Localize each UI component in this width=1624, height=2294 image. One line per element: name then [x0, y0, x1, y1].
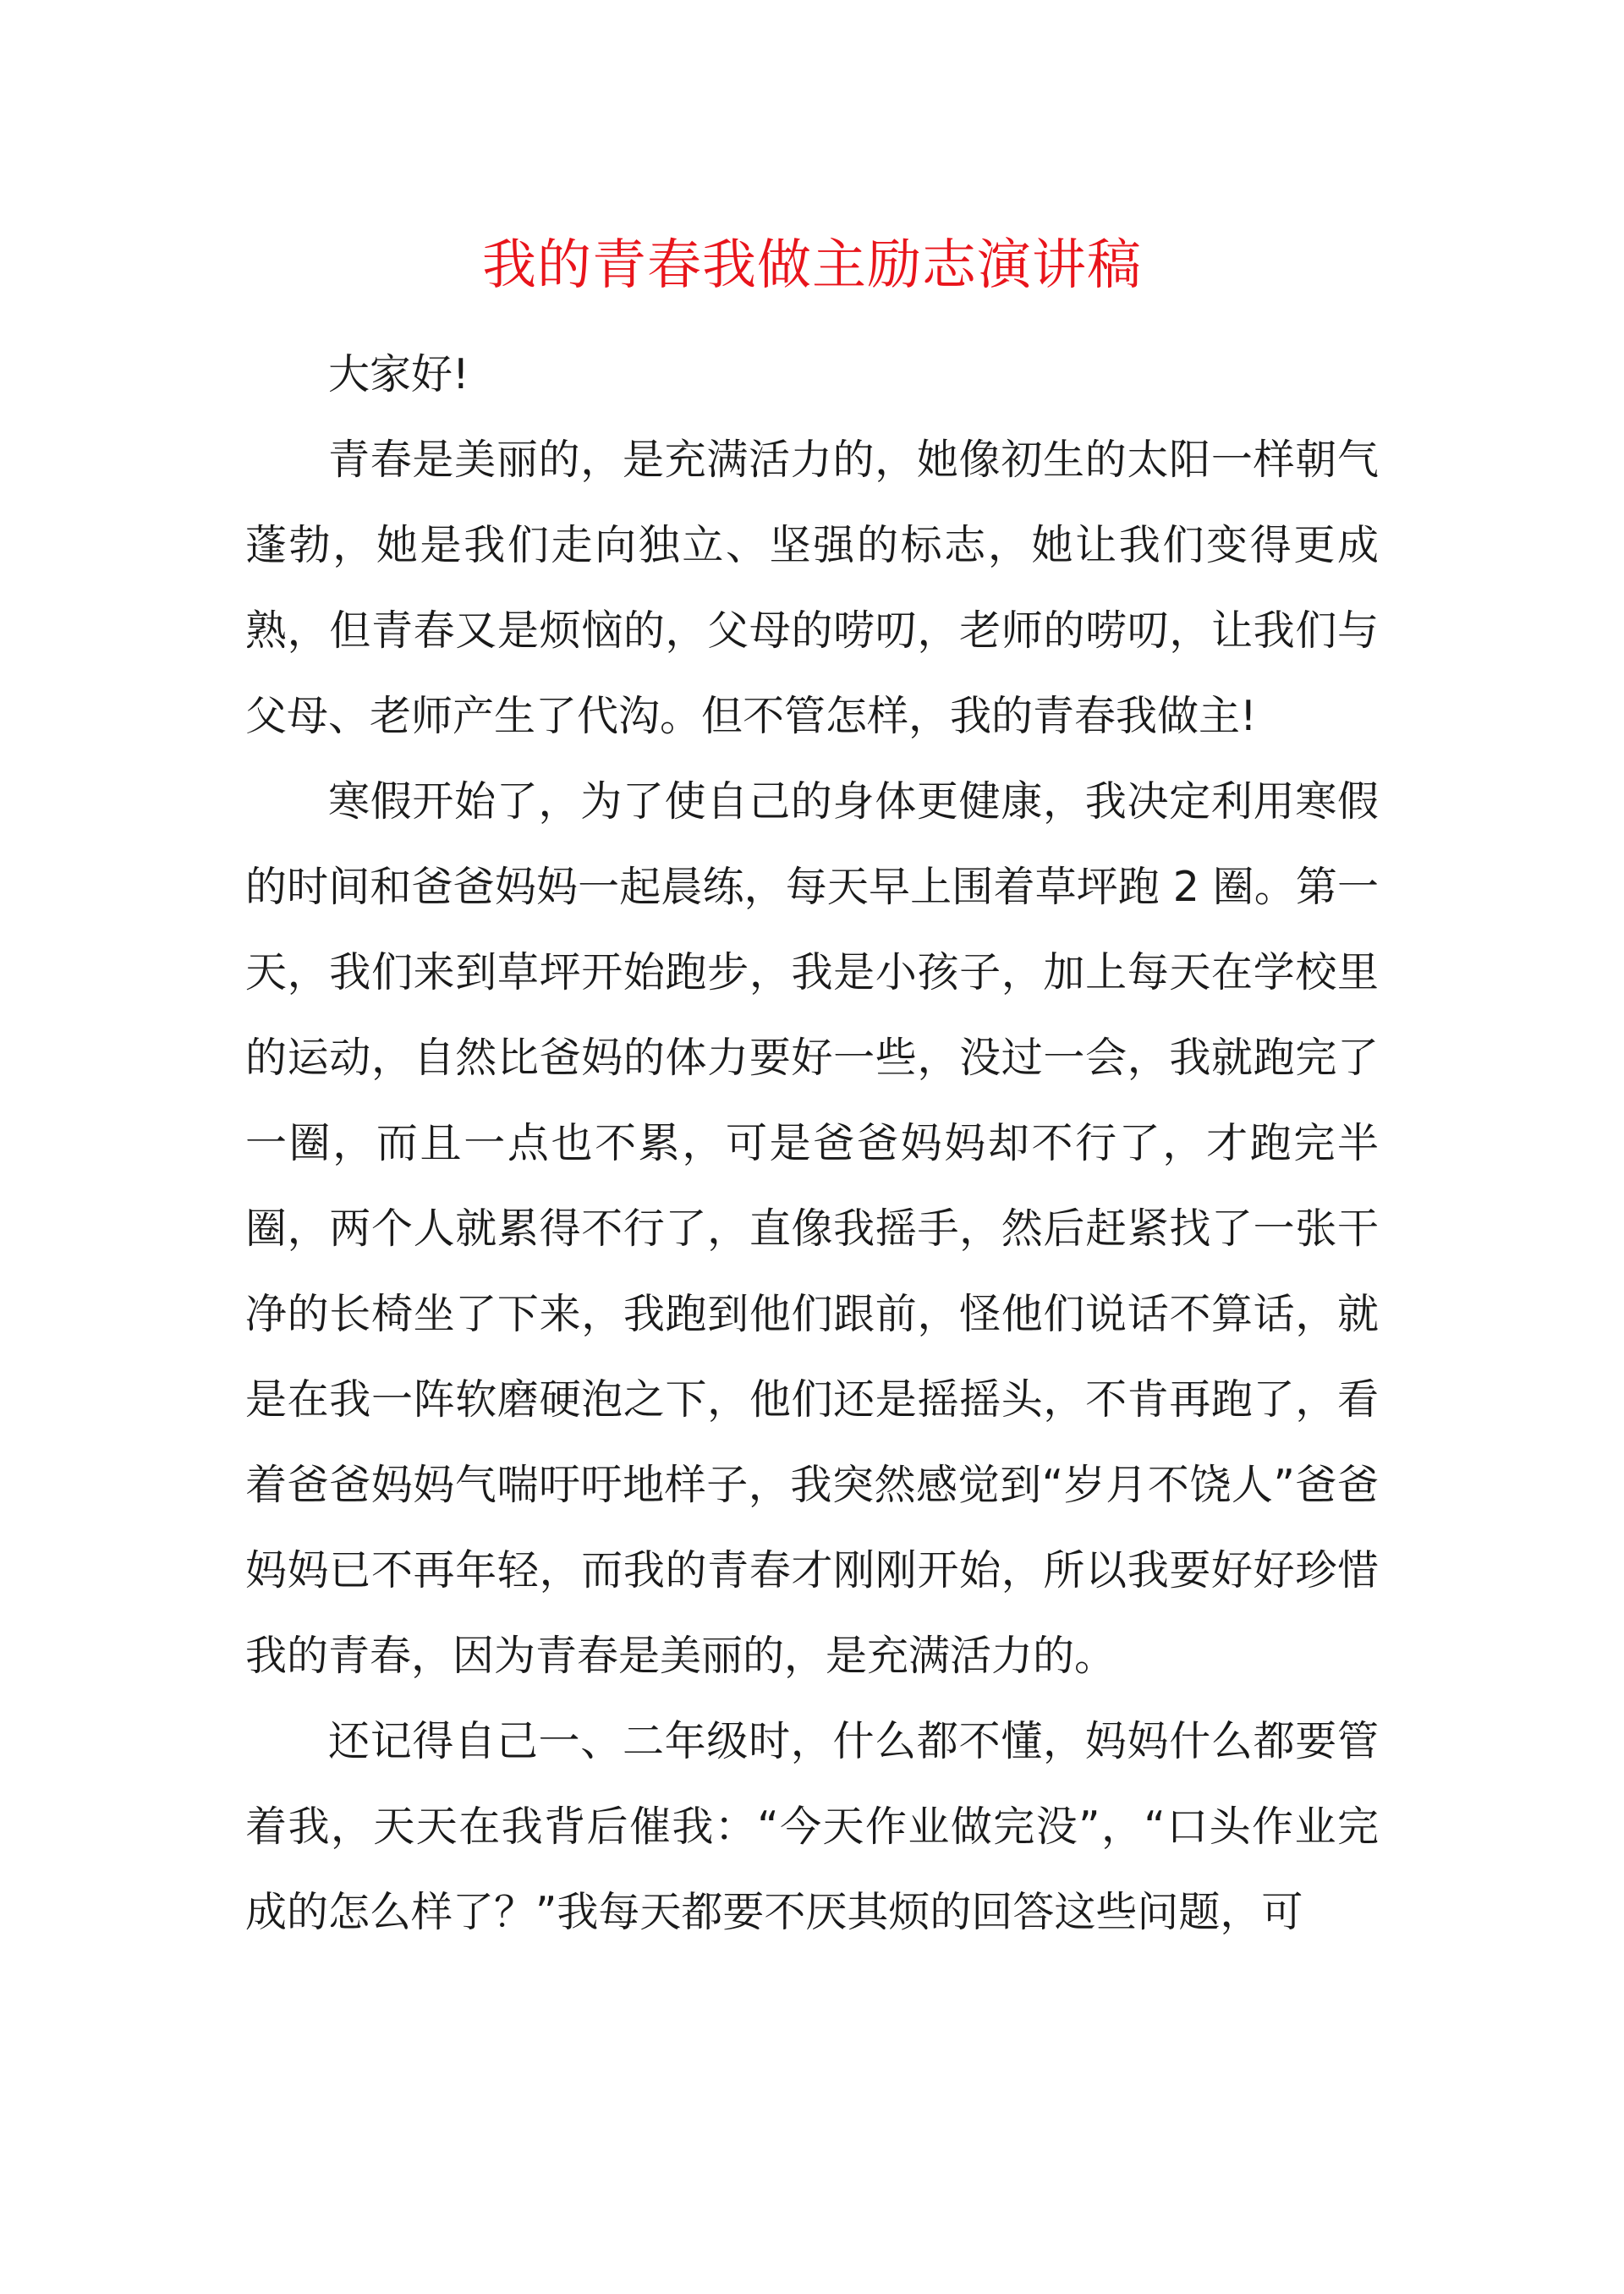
document-body: [245, 332, 1379, 1955]
document-title: 我的青春我做主励志演讲稿: [482, 234, 1142, 297]
paragraph-youth-intro: 青春是美丽的，是充满活力的，她像初生的太阳一样朝气蓬勃，她是我们走向独立、坚强的标志，她让我们变得更成熟，但青春又是烦恼的，父母的唠叨，老师的唠叨，让我们与父母、老师产生了代沟。但不管怎样，我的青春我做主!: [245, 436, 1379, 740]
paragraph-childhood-memory: 还记得自己一、二年级时，什么都不懂，妈妈什么都要管着我，天天在我背后催我：“今天作业做完没”，“口头作业完成的怎么样了？”我每天都要不厌其烦的回答这些问题，可: [245, 1717, 1379, 1936]
paragraph-greeting: 大家好!: [328, 350, 469, 398]
paragraph-winter-running: 寒假开始了，为了使自己的身体更健康，我决定利用寒假的时间和爸爸妈妈一起晨练，每天早上围着草坪跑 2 圈。第一天，我们来到草坪开始跑步，我是小孩子，加上每天在学校里的运动，自然比爸妈的体力要好一些，没过一会，我就跑完了一圈，而且一点也不累，可是爸爸妈妈却不行了，才跑完半圈，两个人就累得不行了，直像我摇手，然后赶紧找了一张干净的长椅坐了下来，我跑到他们跟前，怪他们说话不算话，就是在我一阵软磨硬泡之下，他们还是摇摇头，不肯再跑了，看着爸爸妈妈气喘吁吁地样子，我突然感觉到“岁月不饶人”爸爸妈妈已不再年轻，而我的青春才刚刚开始，所以我要好好珍惜我的青春，因为青春是美丽的，是充满活力的。: [245, 777, 1379, 1680]
